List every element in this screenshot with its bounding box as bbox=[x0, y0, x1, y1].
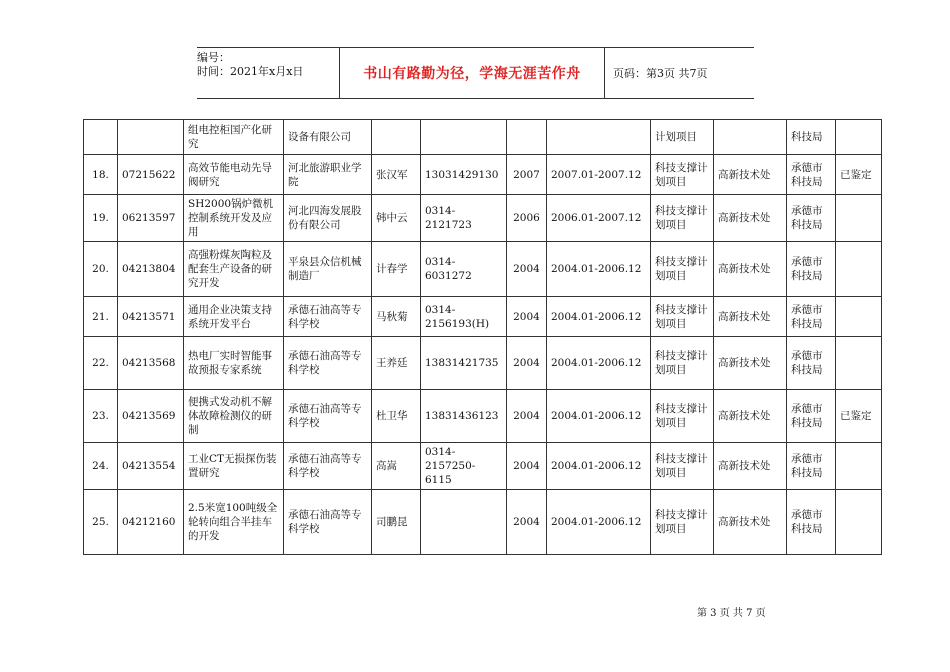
document-time-label: 时间：2021年x月x日 bbox=[197, 65, 304, 78]
cell-person: 王养廷 bbox=[372, 337, 421, 390]
cell-year: 2004 bbox=[507, 242, 547, 297]
cell-type: 计划项目 bbox=[651, 120, 714, 155]
cell-dept: 高新技术处 bbox=[714, 443, 787, 490]
cell-code: 07215622 bbox=[118, 155, 184, 195]
cell-bureau: 承德市科技局 bbox=[787, 297, 836, 337]
cell-status: 已鉴定 bbox=[836, 155, 882, 195]
cell-project: 2.5米宽100吨级全轮转向组合半挂车的开发 bbox=[184, 490, 284, 555]
cell-person: 杜卫华 bbox=[372, 390, 421, 443]
cell-idx: 18. bbox=[84, 155, 118, 195]
cell-dept: 高新技术处 bbox=[714, 297, 787, 337]
cell-unit: 设备有限公司 bbox=[284, 120, 372, 155]
cell-period: 2007.01-2007.12 bbox=[547, 155, 651, 195]
header-page-label: 页码：第3页 共7页 bbox=[613, 67, 708, 80]
cell-type: 科技支撑计划项目 bbox=[651, 242, 714, 297]
cell-type: 科技支撑计划项目 bbox=[651, 390, 714, 443]
cell-code: 04213571 bbox=[118, 297, 184, 337]
cell-dept: 高新技术处 bbox=[714, 155, 787, 195]
cell-project: 组电控柜国产化研究 bbox=[184, 120, 284, 155]
cell-phone: 0314-6031272 bbox=[421, 242, 507, 297]
cell-unit: 承德石油高等专科学校 bbox=[284, 443, 372, 490]
cell-unit: 承德石油高等专科学校 bbox=[284, 297, 372, 337]
cell-idx: 23. bbox=[84, 390, 118, 443]
cell-status bbox=[836, 490, 882, 555]
cell-period bbox=[547, 120, 651, 155]
cell-type: 科技支撑计划项目 bbox=[651, 195, 714, 242]
cell-period: 2004.01-2006.12 bbox=[547, 337, 651, 390]
cell-idx: 22. bbox=[84, 337, 118, 390]
cell-phone bbox=[421, 120, 507, 155]
table-row bbox=[84, 297, 882, 337]
cell-phone: 0314-2157250-6115 bbox=[421, 443, 507, 490]
table-row bbox=[84, 120, 882, 155]
cell-year: 2004 bbox=[507, 490, 547, 555]
cell-status bbox=[836, 120, 882, 155]
cell-status bbox=[836, 242, 882, 297]
cell-idx bbox=[84, 120, 118, 155]
cell-dept: 高新技术处 bbox=[714, 337, 787, 390]
cell-idx: 20. bbox=[84, 242, 118, 297]
cell-unit: 承德石油高等专科学校 bbox=[284, 390, 372, 443]
cell-status bbox=[836, 337, 882, 390]
cell-type: 科技支撑计划项目 bbox=[651, 337, 714, 390]
cell-person: 司鹏昆 bbox=[372, 490, 421, 555]
cell-period: 2004.01-2006.12 bbox=[547, 297, 651, 337]
cell-status: 已鉴定 bbox=[836, 390, 882, 443]
cell-year: 2004 bbox=[507, 390, 547, 443]
cell-phone: 0314-2121723 bbox=[421, 195, 507, 242]
cell-bureau: 承德市科技局 bbox=[787, 195, 836, 242]
table-row bbox=[84, 195, 882, 242]
cell-period: 2004.01-2006.12 bbox=[547, 443, 651, 490]
cell-project: 通用企业决策支持系统开发平台 bbox=[184, 297, 284, 337]
cell-phone: 13831421735 bbox=[421, 337, 507, 390]
cell-bureau: 承德市科技局 bbox=[787, 242, 836, 297]
cell-person: 计春学 bbox=[372, 242, 421, 297]
cell-period: 2004.01-2006.12 bbox=[547, 390, 651, 443]
cell-unit: 河北四海发展股份有限公司 bbox=[284, 195, 372, 242]
page-footer: 第 3 页 共 7 页 bbox=[697, 608, 766, 619]
cell-type: 科技支撑计划项目 bbox=[651, 155, 714, 195]
cell-year bbox=[507, 120, 547, 155]
cell-type: 科技支撑计划项目 bbox=[651, 490, 714, 555]
table-row bbox=[84, 443, 882, 490]
cell-project: SH2000锅炉微机控制系统开发及应用 bbox=[184, 195, 284, 242]
cell-project: 工业CT无损探伤装置研究 bbox=[184, 443, 284, 490]
cell-year: 2004 bbox=[507, 297, 547, 337]
cell-phone: 13031429130 bbox=[421, 155, 507, 195]
table-row bbox=[84, 390, 882, 443]
cell-bureau: 承德市科技局 bbox=[787, 155, 836, 195]
page-header bbox=[197, 47, 754, 99]
cell-idx: 19. bbox=[84, 195, 118, 242]
cell-project: 便携式发动机不解体故障检测仪的研制 bbox=[184, 390, 284, 443]
cell-person: 张汉军 bbox=[372, 155, 421, 195]
cell-dept: 高新技术处 bbox=[714, 390, 787, 443]
cell-unit: 承德石油高等专科学校 bbox=[284, 337, 372, 390]
cell-status bbox=[836, 297, 882, 337]
table-row bbox=[84, 155, 882, 195]
table-row bbox=[84, 337, 882, 390]
cell-bureau: 科技局 bbox=[787, 120, 836, 155]
header-left bbox=[197, 48, 339, 98]
cell-person: 韩中云 bbox=[372, 195, 421, 242]
cell-bureau: 承德市科技局 bbox=[787, 337, 836, 390]
cell-project: 高强粉煤灰陶粒及配套生产设备的研究开发 bbox=[184, 242, 284, 297]
cell-person bbox=[372, 120, 421, 155]
cell-bureau: 承德市科技局 bbox=[787, 490, 836, 555]
header-motto: 书山有路勤为径，学海无涯苦作舟 bbox=[339, 48, 605, 98]
cell-period: 2006.01-2007.12 bbox=[547, 195, 651, 242]
cell-type: 科技支撑计划项目 bbox=[651, 297, 714, 337]
table-row bbox=[84, 242, 882, 297]
table-row bbox=[84, 490, 882, 555]
cell-dept: 高新技术处 bbox=[714, 490, 787, 555]
cell-idx: 21. bbox=[84, 297, 118, 337]
cell-unit: 平泉县众信机械制造厂 bbox=[284, 242, 372, 297]
project-table bbox=[83, 119, 882, 555]
cell-code bbox=[118, 120, 184, 155]
cell-idx: 25. bbox=[84, 490, 118, 555]
cell-dept bbox=[714, 120, 787, 155]
cell-status bbox=[836, 195, 882, 242]
document-number-label: 编号： bbox=[197, 51, 230, 64]
cell-year: 2004 bbox=[507, 337, 547, 390]
cell-year: 2004 bbox=[507, 443, 547, 490]
cell-code: 04212160 bbox=[118, 490, 184, 555]
cell-unit: 承德石油高等专科学校 bbox=[284, 490, 372, 555]
cell-project: 热电厂实时智能事故预报专家系统 bbox=[184, 337, 284, 390]
cell-phone bbox=[421, 490, 507, 555]
cell-bureau: 承德市科技局 bbox=[787, 390, 836, 443]
cell-person: 马秋菊 bbox=[372, 297, 421, 337]
cell-period: 2004.01-2006.12 bbox=[547, 490, 651, 555]
cell-status bbox=[836, 443, 882, 490]
cell-phone: 13831436123 bbox=[421, 390, 507, 443]
cell-year: 2006 bbox=[507, 195, 547, 242]
cell-code: 04213568 bbox=[118, 337, 184, 390]
cell-dept: 高新技术处 bbox=[714, 195, 787, 242]
cell-bureau: 承德市科技局 bbox=[787, 443, 836, 490]
cell-year: 2007 bbox=[507, 155, 547, 195]
cell-code: 04213554 bbox=[118, 443, 184, 490]
cell-code: 04213804 bbox=[118, 242, 184, 297]
cell-phone: 0314-2156193(H) bbox=[421, 297, 507, 337]
cell-idx: 24. bbox=[84, 443, 118, 490]
cell-person: 高嵩 bbox=[372, 443, 421, 490]
cell-code: 04213569 bbox=[118, 390, 184, 443]
cell-dept: 高新技术处 bbox=[714, 242, 787, 297]
cell-unit: 河北旅游职业学院 bbox=[284, 155, 372, 195]
cell-code: 06213597 bbox=[118, 195, 184, 242]
cell-period: 2004.01-2006.12 bbox=[547, 242, 651, 297]
cell-type: 科技支撑计划项目 bbox=[651, 443, 714, 490]
cell-project: 高效节能电动先导阀研究 bbox=[184, 155, 284, 195]
